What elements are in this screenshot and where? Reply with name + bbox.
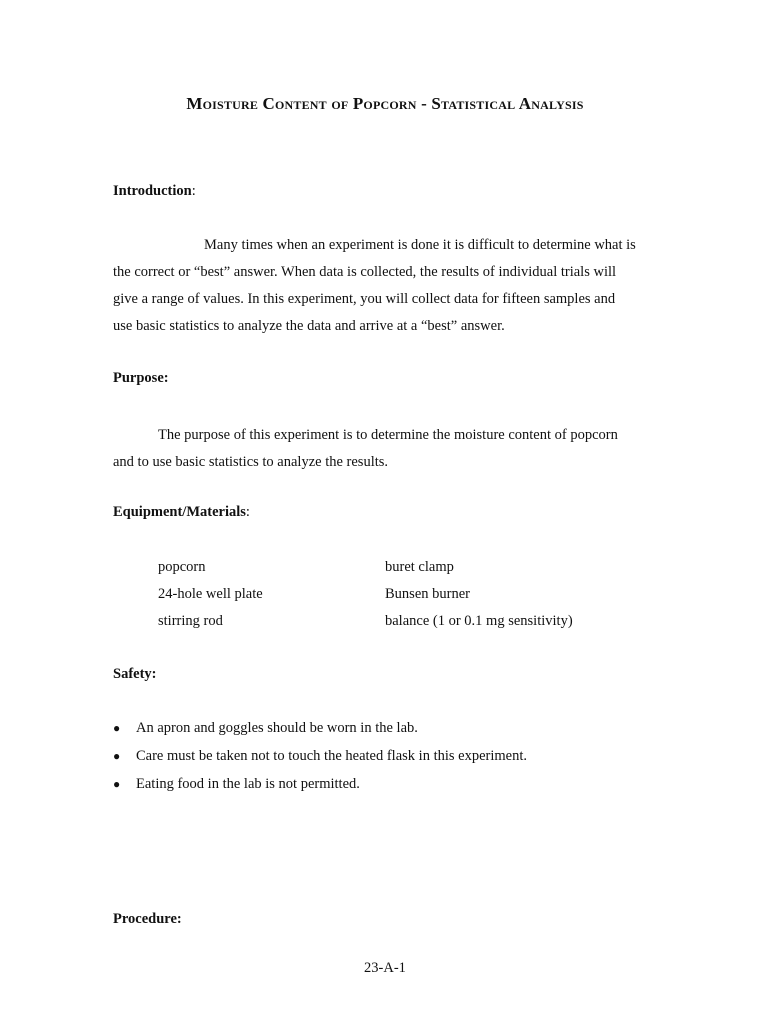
safety-heading-label: Safety:: [113, 666, 157, 682]
equipment-item: Bunsen burner: [385, 586, 470, 602]
equipment-item: stirring rod: [158, 613, 223, 629]
equipment-row: [158, 584, 638, 611]
safety-item: [113, 774, 527, 802]
equipment-item: balance (1 or 0.1 mg sensitivity): [385, 613, 573, 629]
safety-item: [113, 718, 527, 746]
introduction-heading-colon: :: [191, 183, 196, 199]
purpose-paragraph: [113, 422, 661, 476]
introduction-line: give a range of values. In this experiment, you will collect data for fifteen samples and: [113, 291, 616, 307]
safety-item: [113, 746, 527, 774]
safety-list: [113, 718, 527, 802]
equipment-row: [158, 611, 638, 638]
procedure-heading-label: Procedure:: [113, 911, 182, 927]
page-number: 23-A-1: [364, 960, 406, 976]
purpose-line: and to use basic statistics to analyze the results.: [113, 454, 389, 470]
purpose-line: The purpose of this experiment is to determine the moisture content of popcorn: [158, 427, 618, 443]
equipment-item: buret clamp: [385, 559, 454, 575]
purpose-heading-label: Purpose:: [113, 370, 169, 386]
safety-item-text: Eating food in the lab is not permitted.: [136, 776, 360, 792]
equipment-heading-colon: :: [245, 504, 250, 520]
safety-item-text: An apron and goggles should be worn in the lab.: [136, 720, 418, 736]
equipment-row: [158, 557, 638, 584]
equipment-heading-label: Equipment/Materials: [113, 504, 246, 520]
introduction-heading: [113, 183, 196, 200]
introduction-line: the correct or “best” answer. When data is collected, the results of individual trials will: [113, 264, 617, 280]
bullet-icon: ●: [113, 749, 121, 763]
introduction-paragraph: [113, 232, 661, 340]
procedure-heading: [113, 911, 182, 928]
equipment-item: popcorn: [158, 559, 206, 575]
safety-item-text: Care must be taken not to touch the heated flask in this experiment.: [136, 748, 527, 764]
introduction-line: Many times when an experiment is done it is difficult to determine what is: [204, 237, 636, 253]
equipment-list: [158, 557, 638, 638]
introduction-line: use basic statistics to analyze the data and arrive at a “best” answer.: [113, 318, 505, 334]
document-title: Moisture Content of Popcorn - Statistical Analysis: [186, 94, 584, 113]
purpose-heading: [113, 370, 169, 387]
bullet-icon: ●: [113, 721, 121, 735]
equipment-heading: [113, 504, 250, 521]
bullet-icon: ●: [113, 777, 121, 791]
equipment-item: 24-hole well plate: [158, 586, 263, 602]
safety-heading: [113, 666, 157, 683]
introduction-heading-label: Introduction: [113, 183, 192, 199]
